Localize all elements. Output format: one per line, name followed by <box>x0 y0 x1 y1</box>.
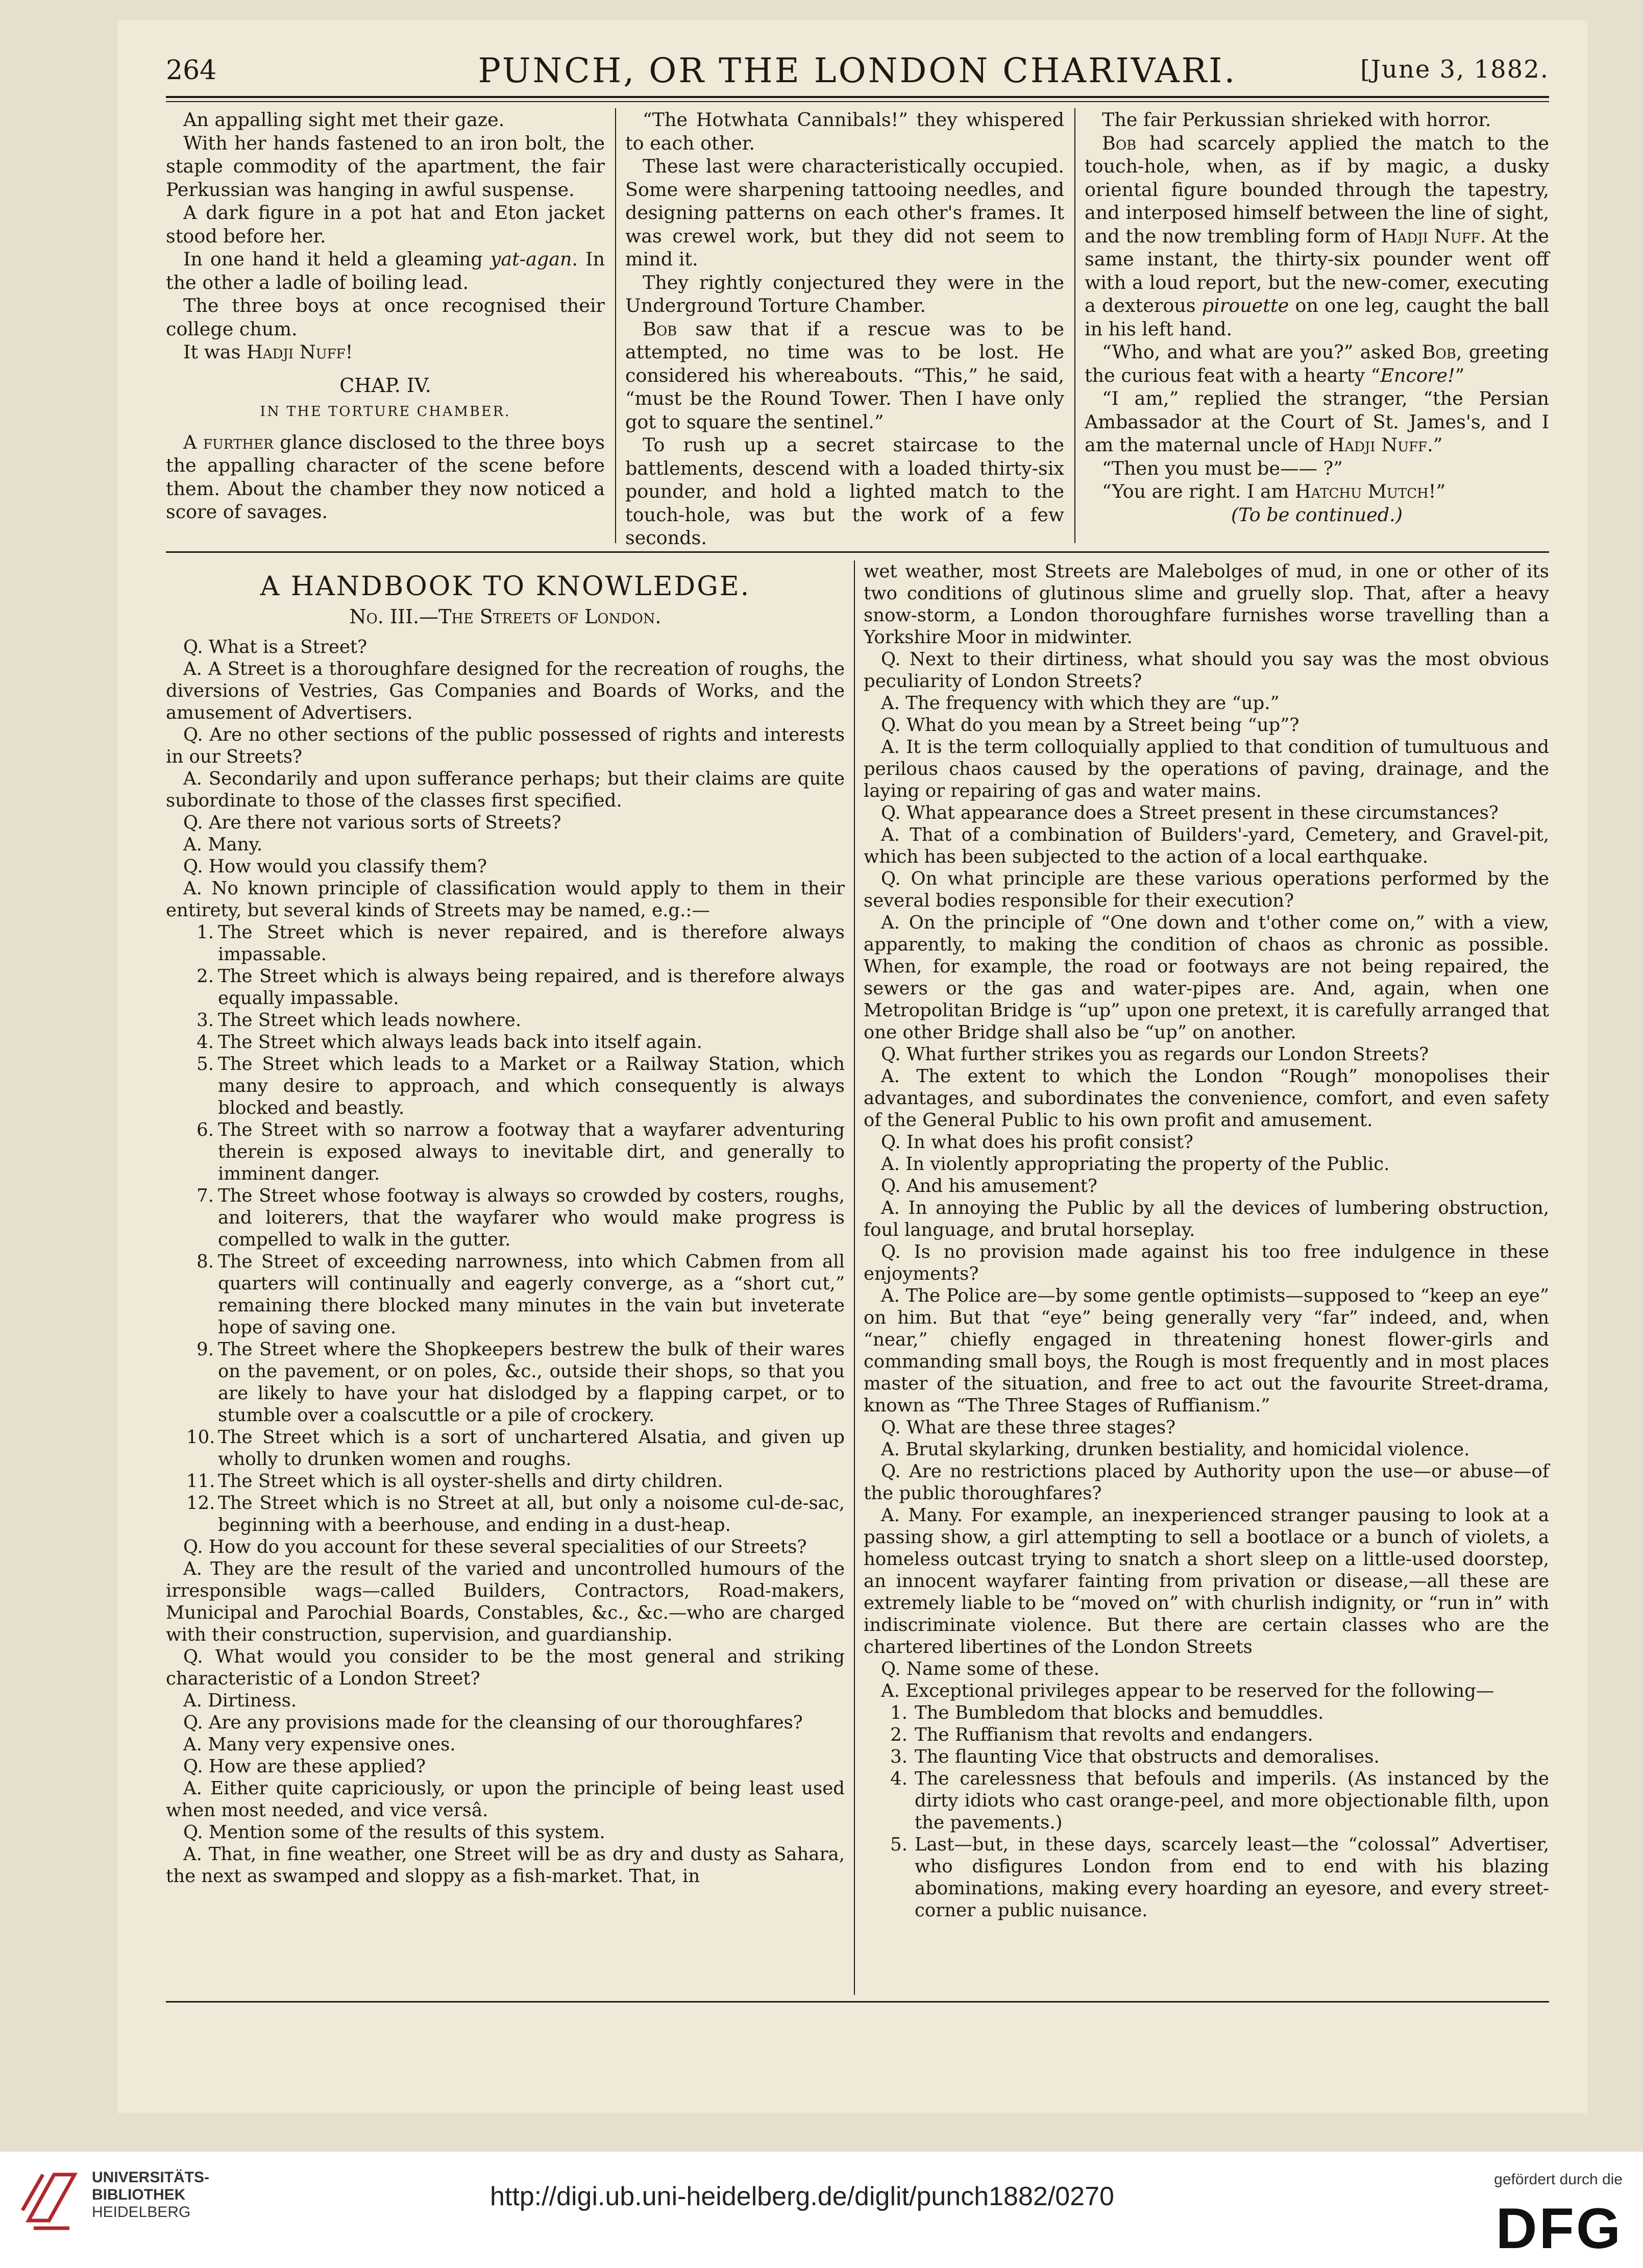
paragraph: “The Hotwhata Cannibals!” they whispered to each other. <box>625 109 1064 154</box>
paragraph: Bob had scarcely applied the match to the touch-hole, when, as if by magic, a dusky oriental figure bounded through the tapestry, and interposed himself between the line of sight, and the now trembling form of Hadji Nuff. At the same instant, the thirty-six pounder went off with a loud report, but the new-comer, executing a dexterous pirouette on one leg, caught the ball in his left hand. <box>1085 132 1550 340</box>
header-rule-thin <box>166 101 1549 102</box>
qa-paragraph: A. On the principle of “One down and t'other come on,” with a view, apparently, to making the condition of chaos as chronic as possible. When, for example, the road or footways are not being repaired, the sewers or the gas and water-pipes are. And, again, when one Metropolitan Bridge is “up” upon one pretext, it is carefully arranged that one other Bridge shall also be “up” on another. <box>864 912 1549 1043</box>
qa-paragraph: Q. Are no restrictions placed by Authority upon the use—or abuse—of the public thoroughfares? <box>864 1461 1549 1504</box>
article-title: A HANDBOOK TO KNOWLEDGE. <box>260 571 751 602</box>
column-divider <box>1074 108 1075 543</box>
qa-paragraph: A. A Street is a thoroughfare designed for the recreation of roughs, the diversions of Vestries, Gas Companies and Boards of Works, and the amusement of Advertisers. <box>166 659 845 723</box>
qa-paragraph: A. In violently appropriating the property of the Public. <box>881 1154 1390 1175</box>
qa-paragraph: A. In annoying the Public by all the devices of lumbering obstruction, foul language, and brutal horseplay. <box>864 1198 1549 1240</box>
list-item: 3. The flaunting Vice that obstructs and demoralises. <box>890 1746 1380 1767</box>
qa-paragraph: Q. What are these three stages? <box>881 1417 1176 1438</box>
list-item: 4. The Street which always leads back into itself again. <box>197 1032 702 1053</box>
qa-paragraph: A. Exceptional privileges appear to be reserved for the following— <box>881 1680 1494 1701</box>
qa-paragraph: Q. Name some of these. <box>881 1659 1100 1679</box>
qa-paragraph: Q. Are no other sections of the public possessed of rights and interests in our Streets? <box>166 724 845 767</box>
qa-paragraph: Q. What do you mean by a Street being “up”? <box>881 715 1299 736</box>
paragraph: A further glance disclosed to the three boys the appalling character of the scene before them. About the chamber they now noticed a score of savages. <box>166 431 605 523</box>
serial-column-1 <box>166 108 605 524</box>
issue-date: [June 3, 1882. <box>1360 55 1549 84</box>
qa-paragraph: A. Many. For example, an inexperienced stranger pausing to look at a passing show, a girl attempting to sell a bootlace or a bunch of violets, a homeless outcast trying to snatch a short sleep on a little-used doorstep, an innocent wayfarer fainting from privation or disease,—all these are extremely liable to be “moved on” with churlish indignity, or “run in” with indiscriminate violence. But there are certain classes who are the chartered libertines of the London Streets <box>864 1505 1549 1657</box>
university-library-logo <box>18 2164 80 2231</box>
list-item: 2. The Street which is always being repaired, and is therefore always equally impassable. <box>197 966 845 1009</box>
section-rule <box>166 551 1549 553</box>
bottom-rule <box>166 2001 1549 2003</box>
qa-paragraph: Q. Is no provision made against his too free indulgence in these enjoyments? <box>864 1241 1549 1284</box>
source-url-link[interactable]: http://digi.ub.uni-heidelberg.de/diglit/punch1882/0270 <box>490 2182 1114 2211</box>
qa-paragraph: Q. Mention some of the results of this system. <box>183 1822 605 1843</box>
qa-paragraph: A. The frequency with which they are “up.” <box>881 693 1280 714</box>
chapter-subtitle: IN THE TORTURE CHAMBER. <box>260 404 511 420</box>
qa-paragraph: A. Many very expensive ones. <box>183 1734 456 1755</box>
library-name: UNIVERSITÄTS- BIBLIOTHEK HEIDELBERG <box>92 2169 210 2221</box>
qa-paragraph: Q. Are any provisions made for the cleansing of our thoroughfares? <box>183 1712 803 1733</box>
paragraph: It was Hadji Nuff! <box>183 341 353 363</box>
list-item: 4. The carelessness that befouls and imperils. (As instanced by the dirty idiots who cast orange-peel, and more objectionable filth, upon the pavements.) <box>890 1768 1549 1833</box>
qa-paragraph: A. Either quite capriciously, or upon the principle of being least used when most needed, and vice versâ. <box>166 1778 845 1821</box>
qa-paragraph: A. Secondarily and upon sufferance perhaps; but their claims are quite subordinate to those of the classes first specified. <box>166 768 845 811</box>
qa-paragraph: Q. How do you account for these several specialities of our Streets? <box>183 1537 807 1557</box>
article-subtitle: No. III.—The Streets of London. <box>349 605 661 628</box>
street-kinds-list <box>166 921 845 1536</box>
list-item: 1. The Bumbledom that blocks and bemuddles. <box>890 1702 1324 1723</box>
list-item: 2. The Ruffianism that revolts and endangers. <box>890 1724 1313 1745</box>
paragraph: “You are right. I am Hatchu Mutch!” <box>1102 480 1446 502</box>
to-be-continued: (To be continued.) <box>1231 503 1403 526</box>
qa-paragraph: Q. Next to their dirtiness, what should you say was the most obvious peculiarity of London Streets? <box>864 649 1549 692</box>
paragraph: An appalling sight met their gaze. <box>183 109 505 131</box>
qa-paragraph: Q. How would you classify them? <box>183 856 487 877</box>
article-column-right <box>864 560 1549 1921</box>
paragraph: These last were characteristically occupied. Some were sharpening tattooing needles, and designing patterns on each other's frames. It was crewel work, but they did not seem to mind it. <box>625 155 1064 270</box>
article-column-left <box>166 560 845 1887</box>
qa-paragraph: A. Brutal skylarking, drunken bestiality, and homicidal violence. <box>881 1439 1470 1460</box>
funding-note: gefördert durch die <box>1494 2171 1623 2188</box>
qa-paragraph: A. The extent to which the London “Rough” monopolises their advantages, and subordinates the convenience, comfort, and even safety of the General Public to his own profit and amusement. <box>864 1066 1549 1131</box>
digitization-footer <box>0 2152 1643 2268</box>
serial-column-3 <box>1085 108 1549 526</box>
header-rule <box>166 96 1549 98</box>
paragraph: “Then you must be—— ?” <box>1102 457 1343 479</box>
list-item: 10. The Street which is a sort of unchartered Alsatia, and given up wholly to drunken women and roughs. <box>186 1427 845 1470</box>
qa-paragraph: Q. And his amusement? <box>881 1176 1097 1197</box>
page-number: 264 <box>166 55 217 86</box>
qa-paragraph: Q. Are there not various sorts of Streets? <box>183 812 561 833</box>
qa-paragraph: Q. What is a Street? <box>183 637 367 657</box>
paragraph: They rightly conjectured they were in the Underground Torture Chamber. <box>625 271 1064 316</box>
list-item: 11. The Street which is all oyster-shells and dirty children. <box>186 1471 723 1492</box>
publication-title: PUNCH, OR THE LONDON CHARIVARI. <box>478 51 1237 90</box>
qa-paragraph: A. Dirtiness. <box>183 1690 297 1711</box>
list-item: 7. The Street whose footway is always so crowded by costers, roughs, and loiterers, that the wayfarer who would make progress is compelled to walk in the gutter. <box>197 1185 845 1250</box>
paragraph: A dark figure in a pot hat and Eton jacket stood before her. <box>166 202 605 247</box>
qa-paragraph: Q. On what principle are these various operations performed by the several bodies responsible for their execution? <box>864 868 1549 911</box>
list-item: 8. The Street of exceeding narrowness, into which Cabmen from all quarters will continually and eagerly converge, as a “short cut,” remaining there blocked many minutes in the vain but inveterate hope of saving one. <box>197 1251 845 1338</box>
qa-paragraph: wet weather, most Streets are Malebolges of mud, in one or other of its two conditions of glutinous slime and gruelly slop. That, after a heavy snow-storm, a London thoroughfare furnishes worse travelling than a Yorkshire Moor in midwinter. <box>864 561 1549 648</box>
list-item: 5. The Street which leads to a Market or a Railway Station, which many desire to approach, and which consequently is always blocked and beastly. <box>197 1054 845 1118</box>
list-item: 9. The Street where the Shopkeepers bestrew the bulk of their wares on the pavement, or on poles, &c., outside their shops, so that you are likely to have your hat dislodged by a flapping carpet, or to stumble over a coalscuttle or a pile of crockery. <box>197 1339 845 1426</box>
paragraph: To rush up a secret staircase to the battlements, descend with a loaded thirty-six pounder, and hold a lighted match to the touch-hole, was but the work of a few seconds. <box>625 434 1064 549</box>
column-divider <box>854 560 855 1995</box>
paragraph: “I am,” replied the stranger, “the Persian Ambassador at the Court of St. James's, and I am the maternal uncle of Hadji Nuff.” <box>1085 387 1549 456</box>
qa-paragraph: A. Many. <box>183 834 263 855</box>
qa-paragraph: A. That of a combination of Builders'-yard, Cemetery, and Gravel-pit, which has been subjected to the action of a local earthquake. <box>864 824 1549 867</box>
qa-paragraph: Q. How are these applied? <box>183 1756 426 1777</box>
list-item: 12. The Street which is no Street at all, but only a noisome cul-de-sac, beginning with a beerhouse, and ending in a dust-heap. <box>186 1493 845 1535</box>
paragraph: In one hand it held a gleaming yat-agan. In the other a ladle of boiling lead. <box>166 248 605 294</box>
list-item: 3. The Street which leads nowhere. <box>197 1010 522 1031</box>
dfg-logo: DFG <box>1495 2197 1623 2260</box>
qa-paragraph: A. It is the term colloquially applied to that condition of tumultuous and perilous chaos caused by the operations of paving, drainage, and the laying or repairing of gas and water mains. <box>864 737 1549 801</box>
serial-column-2 <box>625 108 1064 550</box>
newspaper-page <box>117 20 1587 2113</box>
list-item: 1. The Street which is never repaired, and is therefore always impassable. <box>197 922 845 965</box>
qa-paragraph: Q. What would you consider to be the most general and striking characteristic of a London Street? <box>166 1646 845 1689</box>
paragraph: Bob saw that if a rescue was to be attempted, no time was to be lost. He considered his whereabouts. “This,” he said, “must be the Round Tower. Then I have only got to square the sentinel.” <box>625 318 1064 433</box>
column-divider <box>615 108 616 543</box>
qa-paragraph: A. They are the result of the varied and uncontrolled humours of the irresponsible wags—called Builders, Contractors, Road-makers, Municipal and Parochial Boards, Constables, &c., &c.—who are charged with their construction, supervision, and guardianship. <box>166 1558 845 1645</box>
qa-paragraph: Q. In what does his profit consist? <box>881 1132 1193 1153</box>
qa-paragraph: A. No known principle of classification would apply to them in their entirety, but several kinds of Streets may be named, e.g.:— <box>166 878 845 921</box>
qa-paragraph: A. That, in fine weather, one Street will be as dry and dusty as Sahara, the next as swamped and sloppy as a fish-market. That, in <box>166 1844 845 1887</box>
paragraph: “Who, and what are you?” asked Bob, greeting the curious feat with a hearty “Encore!” <box>1085 341 1550 386</box>
paragraph: With her hands fastened to an iron bolt, the staple commodity of the apartment, the fair Perkussian was hanging in awful suspense. <box>166 132 605 201</box>
qa-paragraph: A. The Police are—by some gentle optimists—supposed to “keep an eye” on him. But that “eye” being generally very “far” indeed, and, when “near,” chiefly engaged in threatening honest flower-girls and commanding small boys, the Rough is most frequently and in most places master of the situation, and free to act out the favourite Street-drama, known as “The Three Stages of Ruffianism.” <box>864 1285 1549 1416</box>
qa-paragraph: Q. What further strikes you as regards our London Streets? <box>881 1044 1429 1065</box>
paragraph: The three boys at once recognised their college chum. <box>166 295 605 340</box>
chapter-heading: CHAP. IV. <box>339 374 431 397</box>
privileged-classes-list <box>864 1702 1549 1921</box>
list-item: 5. Last—but, in these days, scarcely least—the “colossal” Advertiser, who disfigures London from end to end with his blazing abominations, making every hoarding an eyesore, and every street-corner a public nuisance. <box>890 1834 1549 1921</box>
page-header <box>166 41 1549 102</box>
paragraph: The fair Perkussian shrieked with horror. <box>1102 109 1491 131</box>
qa-paragraph: Q. What appearance does a Street present in these circumstances? <box>881 802 1499 823</box>
list-item: 6. The Street with so narrow a footway that a wayfarer adventuring therein is exposed always to inevitable dirt, and generally to imminent danger. <box>197 1119 845 1184</box>
